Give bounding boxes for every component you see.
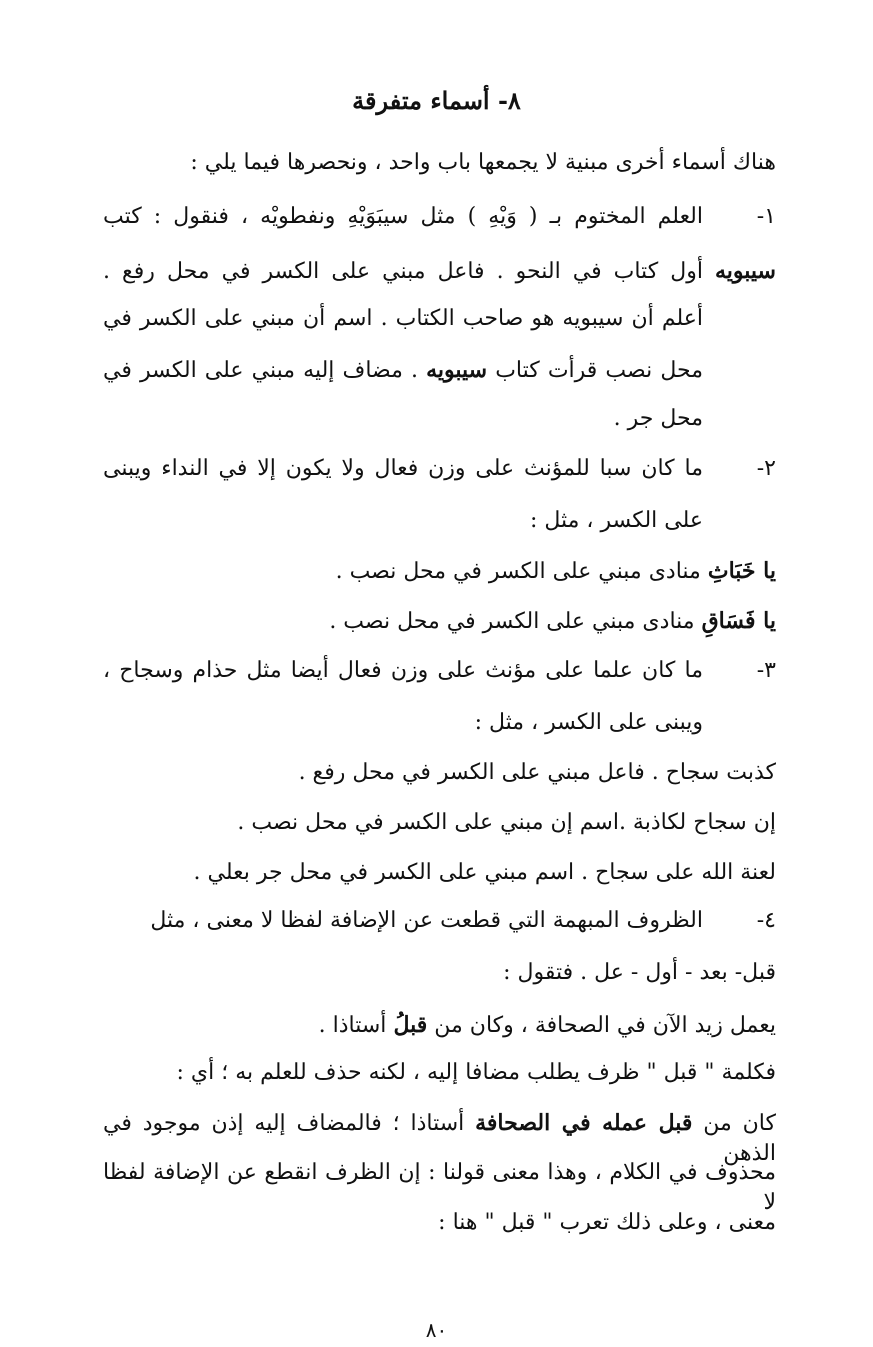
item-4-example-1-start: يعمل زيد الآن في الصحافة ، وكان من [434, 1013, 776, 1038]
item-4-number: ٤- [756, 908, 776, 933]
item-1-line-4-start: محل نصب قرأت كتاب [495, 358, 703, 383]
item-3-example-2: إن سجاح لكاذبة .اسم إن مبني على الكسر في محل نصب . [237, 810, 776, 835]
item-2-line-2: على الكسر ، مثل : [529, 508, 703, 533]
item-4-paragraph-3: محذوف في الكلام ، وهذا معنى قولنا : إن الظرف انقطع عن الإضافة لفظا لا [103, 1160, 776, 1215]
item-2-example-1 [336, 556, 776, 587]
item-4-line-2: قبل- بعد - أول - عل . فتقول : [503, 960, 776, 985]
item-1-line-5: محل جر . [613, 406, 703, 431]
item-2-example-2-bold: يا فَسَاقِ [701, 608, 776, 634]
item-3-example-1: كذبت سجاح . فاعل مبني على الكسر في محل رفع . [298, 760, 776, 785]
item-3-number: ٣- [756, 658, 776, 683]
item-1-line-4 [103, 355, 703, 386]
item-4-line-1: الظروف المبهمة التي قطعت عن الإضافة لفظا لا معنى ، مثل [150, 908, 703, 933]
item-4-paragraph-2-end: أستاذا ؛ فالمضاف إليه إذن موجود في الذهن [103, 1111, 776, 1166]
item-2-line-1: ما كان سبا للمؤنث على وزن فعال ولا يكون إلا في النداء ويبنى [103, 456, 703, 481]
item-1-line-2-rest: أول كتاب في النحو . فاعل مبني على الكسر في محل رفع . [103, 259, 703, 284]
item-3-line-1: ما كان علما على مؤنث على وزن فعال أيضا مثل حذام وسجاح ، [103, 658, 703, 683]
item-1-line-1: العلم المختوم بـ ( وَيْهِ ) مثل سيبَوَيْهِ ونفطويْه ، فنقول : كتب [103, 204, 703, 229]
item-2-example-1-bold: يا خَبَاثِ [707, 558, 776, 584]
item-2-example-2 [329, 606, 776, 637]
item-3-line-2: ويبنى على الكسر ، مثل : [474, 710, 703, 735]
item-3-example-3: لعنة الله على سجاح . اسم مبني على الكسر في محل جر بعلي . [193, 860, 776, 885]
item-2-example-2-rest: منادى مبني على الكسر في محل نصب . [329, 609, 695, 634]
item-4-paragraph-2-bold: قبل عمله في الصحافة [475, 1110, 693, 1136]
item-1-line-3: أعلم أن سيبويه هو صاحب الكتاب . اسم أن مبني على الكسر في [103, 306, 703, 331]
item-4-paragraph-1: فكلمة " قبل " ظرف يطلب مضافا إليه ، لكنه حذف للعلم به ؛ أي : [176, 1060, 776, 1085]
item-4-example-1-bold: قبلُ [393, 1012, 428, 1038]
item-4-example-1-end: أستاذا . [318, 1013, 387, 1038]
item-4-example-1 [319, 1010, 776, 1041]
item-2-example-1-rest: منادى مبني على الكسر في محل نصب . [335, 559, 701, 584]
intro-line: هناك أسماء أخرى مبنية لا يجمعها باب واحد ، ونحصرها فيما يلي : [190, 150, 776, 175]
item-1-line-4-end: . مضاف إليه مبني على الكسر في [103, 358, 418, 383]
item-1-line-2 [103, 256, 776, 287]
page-number: ٨٠ [425, 1318, 448, 1342]
section-heading: ٨- أسماء متفرقة [352, 86, 521, 115]
item-1-line-4-bold: سيبويه [426, 357, 488, 383]
item-2-number: ٢- [756, 456, 776, 481]
item-1-number: ١- [756, 204, 776, 229]
item-4-paragraph-4: معنى ، وعلى ذلك تعرب " قبل " هنا : [438, 1210, 776, 1235]
item-1-line-2-bold: سيبويه [715, 258, 776, 284]
item-4-paragraph-2-start: كان من [703, 1111, 776, 1136]
